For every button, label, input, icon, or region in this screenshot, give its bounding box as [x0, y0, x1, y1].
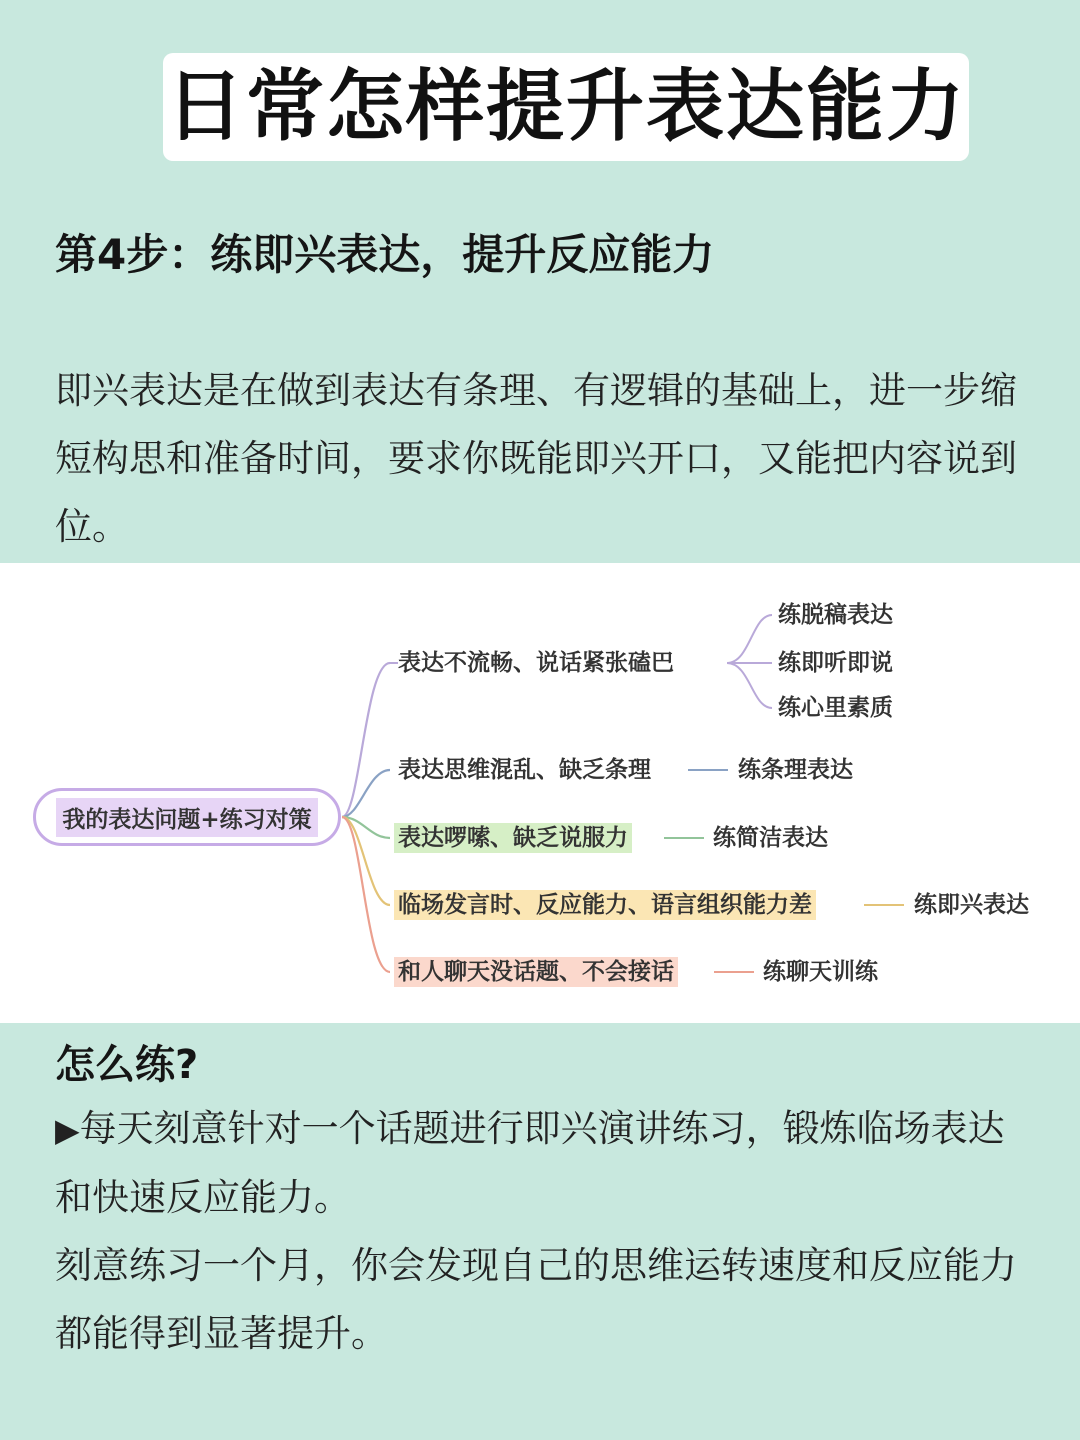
mindmap-solution-1-1: 练脱稿表达	[778, 602, 893, 628]
step-heading: 第4步：练即兴表达，提升反应能力	[55, 230, 715, 279]
mindmap-root-node	[33, 788, 341, 846]
mindmap-problem-1: 表达不流畅、说话紧张磕巴	[398, 650, 674, 676]
mindmap-panel	[0, 563, 1080, 1023]
mindmap-solution-3: 练简洁表达	[713, 825, 828, 851]
mindmap-problem-4-label: 临场发言时、反应能力、语言组织能力差	[394, 890, 816, 920]
mindmap-solution-1-2: 练即听即说	[778, 650, 893, 676]
mindmap-problem-3-label: 表达啰嗦、缺乏说服力	[394, 823, 632, 853]
connector-sub-3	[727, 663, 772, 708]
connector-branch-5	[342, 817, 390, 972]
mindmap-solution-2: 练条理表达	[738, 757, 853, 783]
mindmap-problem-5	[394, 955, 678, 989]
mindmap-problem-3	[394, 821, 632, 855]
mindmap-solution-4: 练即兴表达	[914, 892, 1029, 918]
mindmap-root-label: 我的表达问题+练习对策	[56, 798, 317, 837]
mindmap-problem-2: 表达思维混乱、缺乏条理	[398, 757, 651, 783]
page-title: 日常怎样提升表达能力	[165, 62, 966, 152]
connector-branch-1	[342, 663, 390, 817]
connector-sub-1	[727, 615, 772, 663]
practice-tip	[55, 1095, 1035, 1232]
practice-result: 刻意练习一个月，你会发现自己的思维运转速度和反应能力都能得到显著提升。	[55, 1244, 1017, 1355]
mindmap-solution-5: 练聊天训练	[763, 959, 878, 985]
connector-branch-4	[342, 817, 390, 905]
practice-tip-text: 每天刻意针对一个话题进行即兴演讲练习，锻炼临场表达和快速反应能力。	[55, 1107, 1005, 1219]
triangle-bullet-icon: ▶	[55, 1111, 80, 1149]
intro-paragraph: 即兴表达是在做到表达有条理、有逻辑的基础上，进一步缩短构思和准备时间，要求你既能即兴开口，又能把内容说到位。	[55, 369, 1017, 548]
mindmap-problem-4	[394, 888, 816, 922]
mindmap-solution-1-3: 练心里素质	[778, 695, 893, 721]
how-heading: 怎么练?	[55, 1042, 199, 1088]
practice-section	[55, 1095, 1035, 1368]
mindmap-problem-5-label: 和人聊天没话题、不会接话	[394, 957, 678, 987]
title-card	[163, 53, 969, 161]
